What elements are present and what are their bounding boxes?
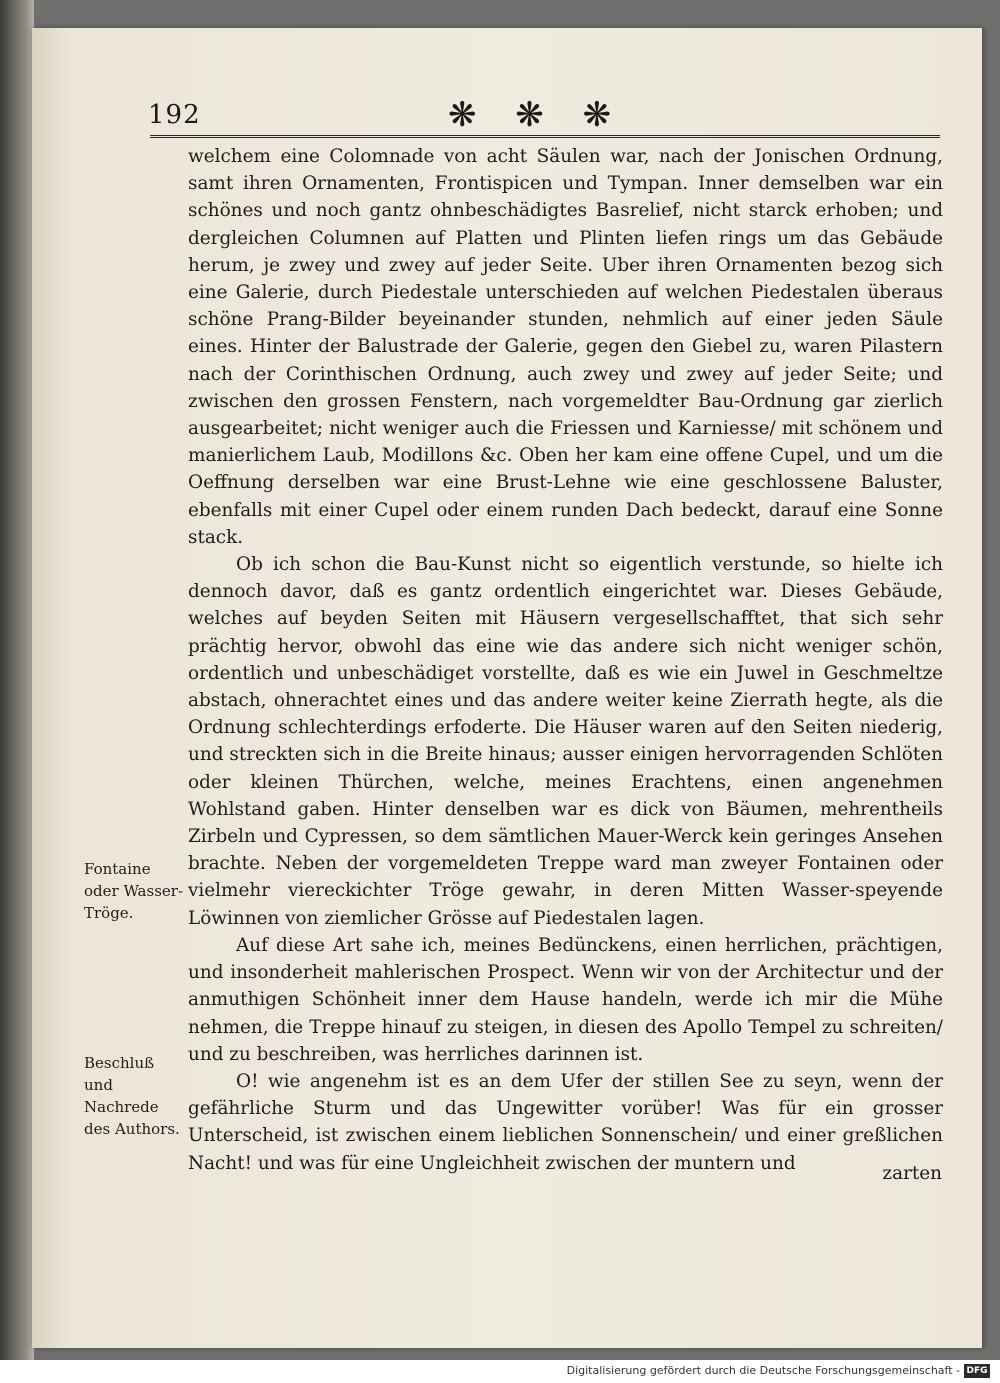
footer-bar [0,1360,1000,1383]
dfg-logo-icon: DFG [964,1364,990,1378]
footer-credit: Digitalisierung gefördert durch die Deutsche Forschungsgemeinschaft - [566,1364,960,1377]
margin-note-fontaine: Fontaine oder Wasser-Tröge. [84,860,184,922]
header-rule [150,135,940,138]
ornament-icon: ❋ ❋ ❋ [448,95,626,135]
paragraph-2: Ob ich schon die Bau-Kunst nicht so eigentlich verstunde, so hielte ich dennoch davor, daß es gantz ordentlich eingerichtet war. Dieses Gebäude, welches auf beyden Seiten mit Häusern vergesellschafftet, that sich sehr prächtig hervor, obwohl das eine wie das andere sich nicht weniger schön, ordentlich und unbeschädiget vorstellte, daß es wie ein Juwel in Geschmeltze abstach, ohnerachtet eines und das andere weiter keine Zierrath hegte, als die Ordnung schlechterdings erfoderte. Die Häuser waren auf den Seiten niederig, und streckten sich in die Breite hinaus; ausser einigen hervorragenden Schlöten oder kleinen Thürchen, welche, meines Erachtens, einen angenehmen Wohlstand gaben. Hinter denselben war es dick von Bäumen, mehrentheils Zirbeln und Cypressen, so dem sämtlichen Mauer-Werck kein geringes Ansehen brachte. Neben der vorgemeldeten Treppe ward man zweyer Fontainen oder vielmehr viereckichter Tröge gewahr, in deren Mitten Wasser-speyende Löwinnen von ziemlicher Grösse auf Piedestalen lagen. [188,554,943,929]
catchword: zarten [882,1163,942,1184]
main-text [188,143,943,1177]
paragraph-1: welchem eine Colomnade von acht Säulen war, nach der Jonischen Ordnung, samt ihren Ornamenten, Frontispicen und Tympan. Inner demselben war ein schönes und noch gantz ohnbeschädigtes Basrelief, nicht starck erhoben; und dergleichen Columnen auf Platten und Plinten liefen rings um das Gebäude herum, je zwey und zwey auf jeder Seite. Uber ihren Ornamenten bezog sich eine Galerie, durch Piedestale unterschieden auf welchen Piedestalen überaus schöne Prang-Bilder beyeinander stunden, nehmlich auf einer jeden Säule eines. Hinter der Balustrade der Galerie, gegen den Giebel zu, waren Pilastern nach der Corinthischen Ordnung, auch zwey und zwey auf jeder Seite; und zwischen den grossen Fenstern, nach vorgemeldter Bau-Ordnung gar zierlich ausgearbeitet; nicht weniger auch die Friessen und Karniesse/ mit schönem und manierlichem Laub, Modillons &c. Oben her kam eine offene Cupel, und um die Oeffnung derselben war eine Brust-Lehne wie eine geschlossene Baluster, ebenfalls mit einer Cupel oder einem runden Dach bedeckt, darauf eine Sonne stack. [188,146,943,548]
page-header [148,72,940,135]
margin-note-beschluss: Beschluß und Nachrede des Authors. [84,1054,180,1138]
paragraph-3: Auf diese Art sahe ich, meines Bedünckens, einen herrlichen, prächtigen, und insonderheit mahlerischen Prospect. Wenn wir von der Architectur und der anmuthigen Schönheit inner dem Hause handeln, werde ich mir die Mühe nehmen, die Treppe hinauf zu steigen, in diesen des Apollo Tempel zu schreiten/ und zu beschreiben, was herrliches darinnen ist. [188,934,943,1065]
paragraph-4: O! wie angenehm ist es an dem Ufer der stillen See zu seyn, wenn der gefährliche Sturm und das Ungewitter vorüber! Was für ein grosser Unterscheid, ist zwischen einem lieblichen Sonnenschein/ und einer greßlichen Nacht! und was für eine Ungleichheit zwischen der muntern und [188,1070,943,1174]
book-spine [0,0,34,1360]
page-number: 192 [148,100,201,130]
